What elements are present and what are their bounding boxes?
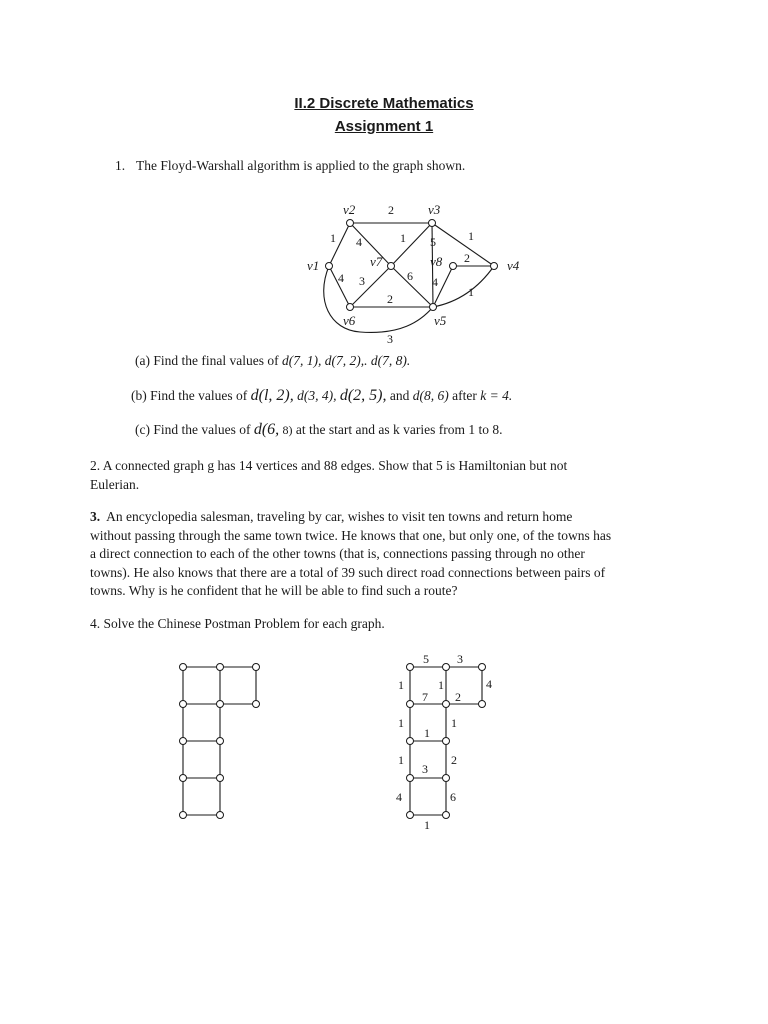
svg-text:4: 4 xyxy=(486,677,492,691)
weight-v5-v4: 1 xyxy=(468,285,474,299)
svg-text:5: 5 xyxy=(423,652,429,666)
weight-v3-v7: 1 xyxy=(400,231,406,245)
vertex-label-v2: v2 xyxy=(343,202,356,217)
svg-text:1: 1 xyxy=(438,678,444,692)
vertex-label-v4: v4 xyxy=(507,258,520,273)
weight-v1-v2: 1 xyxy=(330,231,336,245)
weight-v2-v7: 4 xyxy=(356,235,362,249)
weight-v2-v3: 2 xyxy=(388,203,394,217)
svg-text:6: 6 xyxy=(450,790,456,804)
q1-part-b: (b) Find the values of d(l, 2), d(3, 4), d(2, 5), and d(8, 6) after k = 4. xyxy=(131,387,513,404)
weight-v8-v5: 4 xyxy=(432,275,438,289)
svg-text:4: 4 xyxy=(396,790,402,804)
weight-v8-v4: 2 xyxy=(464,251,470,265)
weight-v7-v6: 3 xyxy=(359,274,365,288)
vertex-label-v3: v3 xyxy=(428,202,441,217)
vertex-label-v8: v8 xyxy=(430,254,443,269)
q1-part-a: (a) Find the final values of d(7, 1), d(7, 2),. d(7, 8). xyxy=(135,353,411,368)
vertex-label-v6: v6 xyxy=(343,313,356,328)
svg-text:2: 2 xyxy=(451,753,457,767)
svg-text:1: 1 xyxy=(424,726,430,740)
svg-text:3: 3 xyxy=(457,652,463,666)
q3-text: 3. An encyclopedia salesman, traveling by car, wishes to visit ten towns and return home without passing through the same town twice. He knows that one, but only one, of the towns has a direct connection to each of the other towns (that is, connections passing through no other towns). He also knows that there are a total of 39 such direct road connections between pairs of towns. Why is he confident that he will be able to find such a route? xyxy=(90,509,612,598)
svg-text:1: 1 xyxy=(398,678,404,692)
weight-v3-v4: 1 xyxy=(468,229,474,243)
assignment-title: Assignment 1 xyxy=(334,118,434,135)
weight-v6-v5: 2 xyxy=(387,292,393,306)
vertex-label-v5: v5 xyxy=(434,313,447,328)
weight-v1-v6: 4 xyxy=(338,271,344,285)
q1-text: The Floyd-Warshall algorithm is applied to the graph shown. xyxy=(136,158,466,173)
svg-text:1: 1 xyxy=(424,818,430,832)
svg-text:3: 3 xyxy=(422,762,428,776)
weight-v1-v5: 3 xyxy=(387,332,393,346)
vertex-label-v7: v7 xyxy=(370,254,383,269)
svg-text:7: 7 xyxy=(422,690,428,704)
weight-v3-v5: 5 xyxy=(430,235,436,249)
weight-v7-v5: 6 xyxy=(407,269,413,283)
svg-text:1: 1 xyxy=(451,716,457,730)
svg-text:1: 1 xyxy=(398,716,404,730)
svg-text:2: 2 xyxy=(455,690,461,704)
vertex-label-v1: v1 xyxy=(307,258,320,273)
q1-part-c: (c) Find the values of d(6, 8) at the start and as k varies from 1 to 8. xyxy=(135,421,503,438)
q2-text: 2. A connected graph g has 14 vertices and 88 edges. Show that 5 is Hamiltonian but not Eulerian. xyxy=(90,458,568,492)
course-title: II.2 Discrete Mathematics xyxy=(294,95,474,112)
q1-number: 1. xyxy=(115,158,126,173)
svg-text:1: 1 xyxy=(398,753,404,767)
q4-text: 4. Solve the Chinese Postman Problem for each graph. xyxy=(90,616,385,631)
